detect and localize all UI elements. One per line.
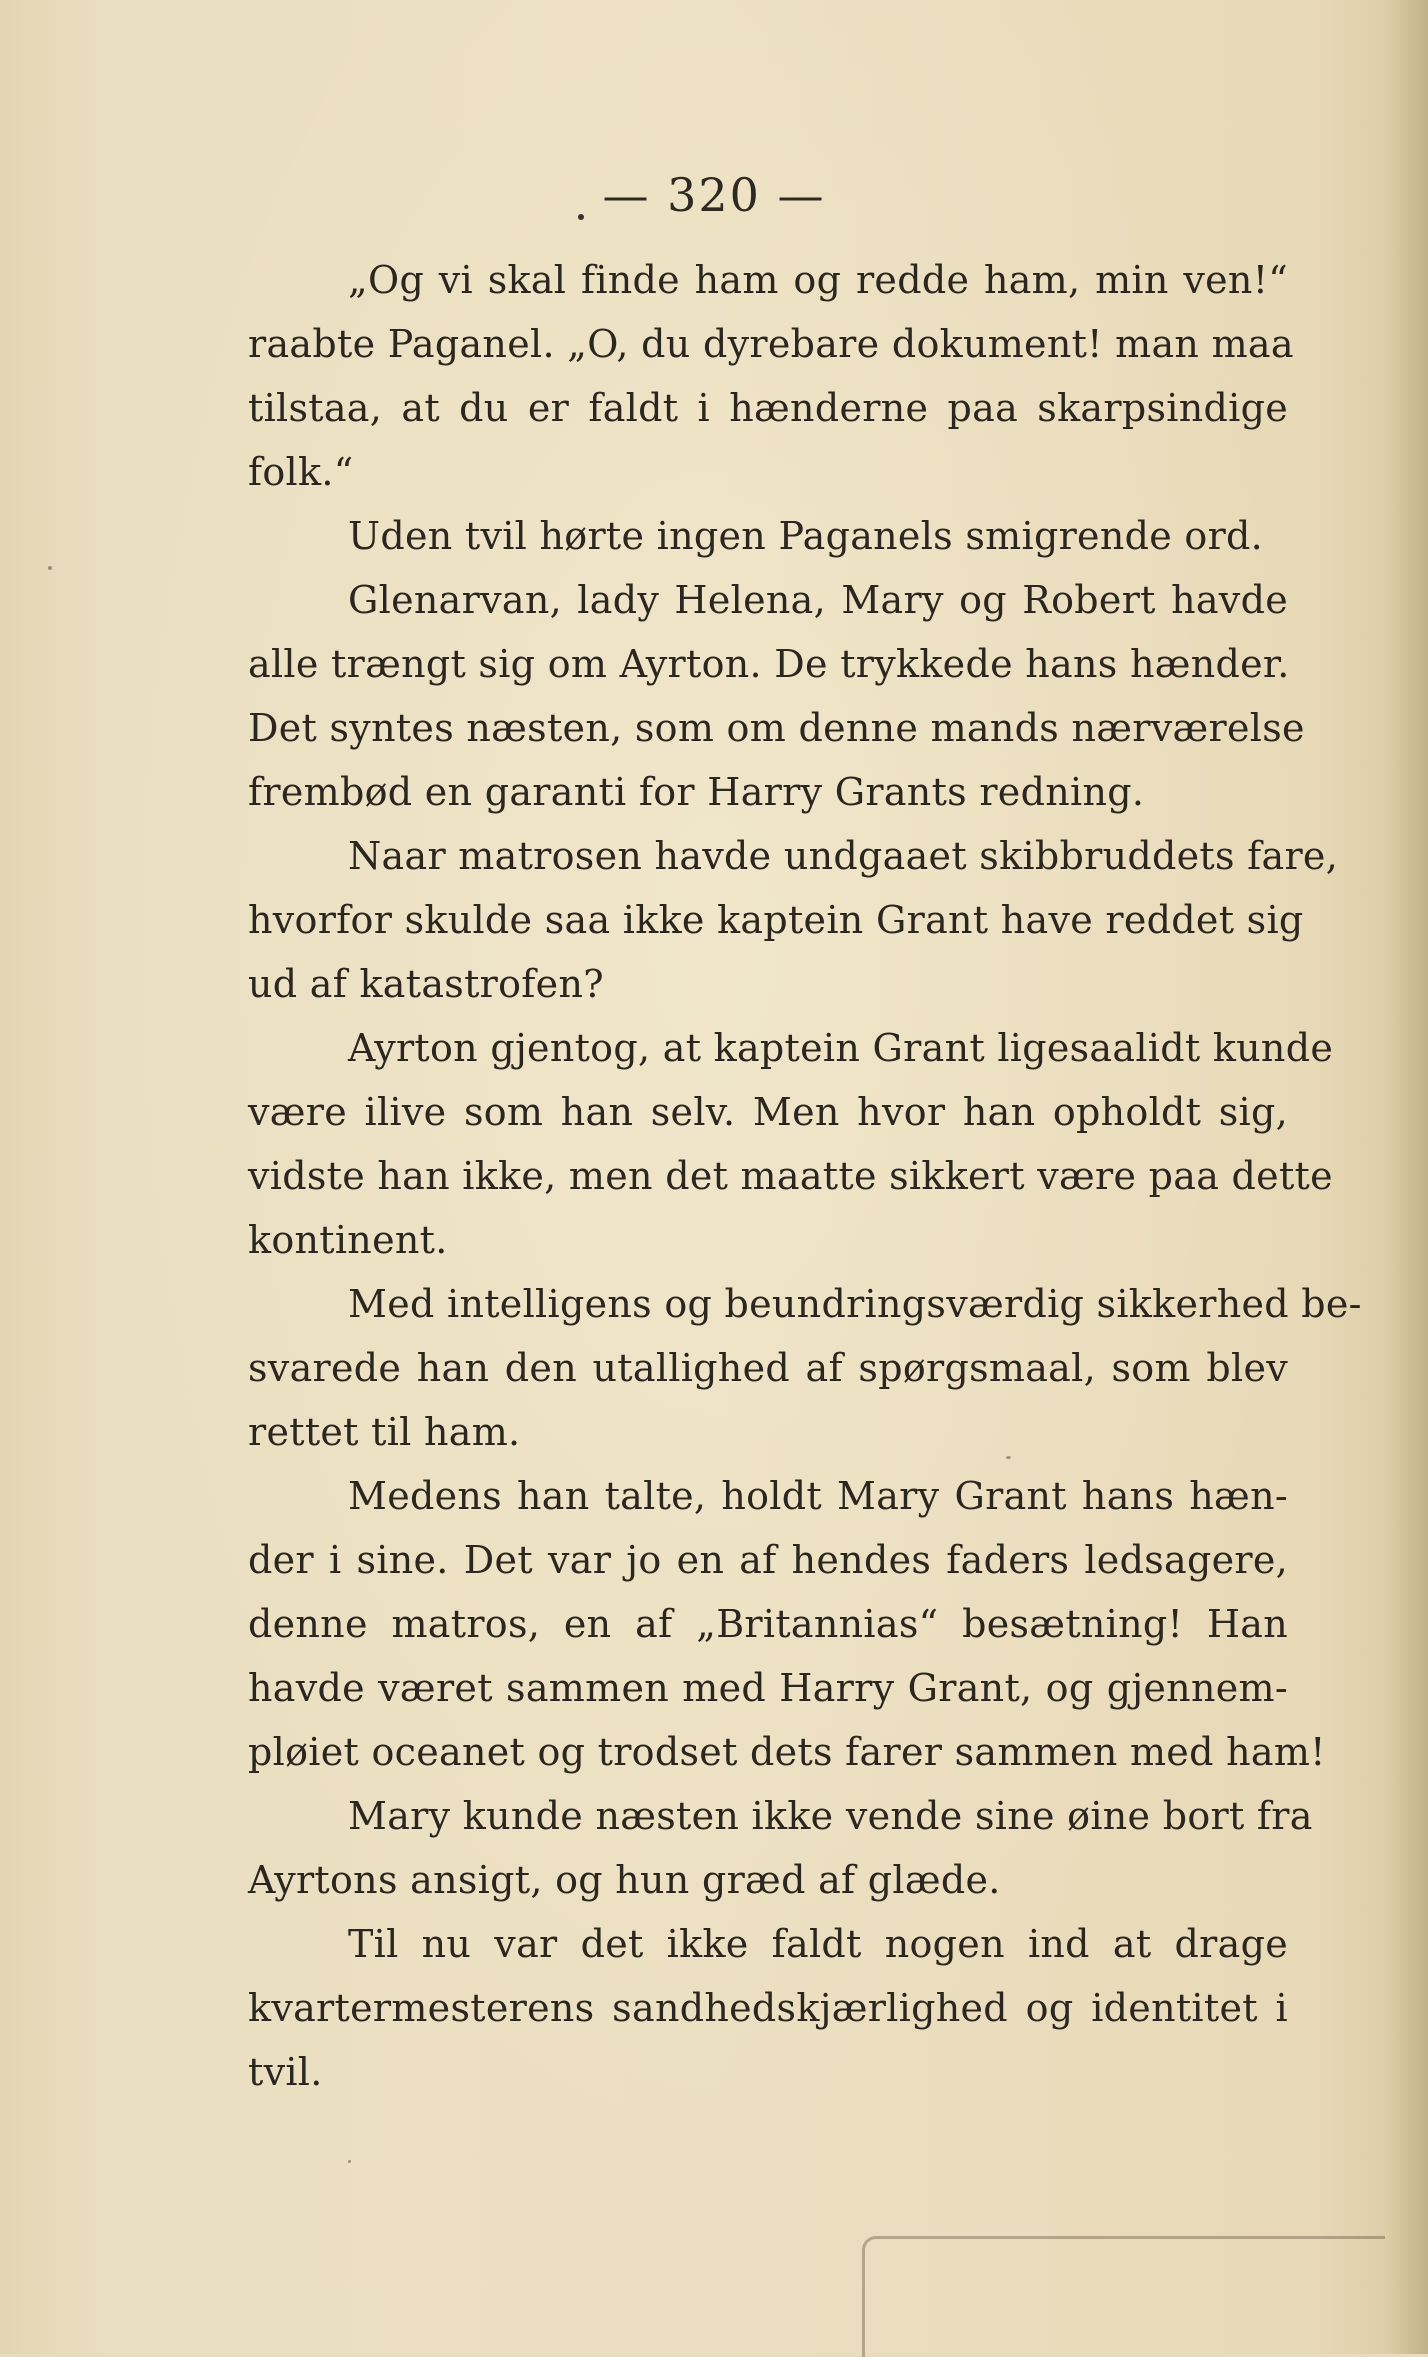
text-line: ud af katastrofen? xyxy=(248,962,604,1006)
text-line: pløiet oceanet og trodset dets farer sammen med ham! xyxy=(248,1730,1326,1774)
text-line: frembød en garanti for Harry Grants redning. xyxy=(248,770,1145,814)
text-line: Glenarvan, lady Helena, Mary og Robert havde xyxy=(348,578,1288,622)
text-line: tilstaa, at du er faldt i hænderne paa skarpsindige xyxy=(248,386,1288,430)
text-line: tvil. xyxy=(248,2050,323,2094)
text-line: raabte Paganel. „O, du dyrebare dokument! man maa xyxy=(248,322,1294,366)
speck xyxy=(1006,1456,1011,1459)
page-edge-shadow xyxy=(1388,0,1428,2354)
text-line: Til nu var det ikke faldt nogen ind at drage xyxy=(348,1922,1288,1966)
text-line: Det syntes næsten, som om denne mands nærværelse xyxy=(248,706,1305,750)
text-line: havde været sammen med Harry Grant, og gjennem- xyxy=(248,1666,1288,1710)
page-number: — 320 — xyxy=(602,168,826,222)
body-text xyxy=(248,248,1362,2104)
text-line: rettet til ham. xyxy=(248,1410,521,1454)
text-line: „Og vi skal finde ham og redde ham, min ven!“ xyxy=(348,258,1288,302)
text-line: alle trængt sig om Ayrton. De trykkede hans hænder. xyxy=(248,642,1290,686)
ink-dot xyxy=(578,214,584,220)
text-line: hvorfor skulde saa ikke kaptein Grant have reddet sig xyxy=(248,898,1304,942)
text-line: denne matros, en af „Britannias“ besætning! Han xyxy=(248,1602,1288,1646)
text-line: vidste han ikke, men det maatte sikkert være paa dette xyxy=(248,1154,1333,1198)
text-line: svarede han den utallighed af spørgsmaal, som blev xyxy=(248,1346,1288,1390)
page-corner-mark xyxy=(862,2236,1385,2357)
speck xyxy=(348,2160,351,2163)
text-line: Medens han talte, holdt Mary Grant hans hæn- xyxy=(348,1474,1288,1518)
text-line: være ilive som han selv. Men hvor han opholdt sig, xyxy=(248,1090,1288,1134)
text-line: kvartermesterens sandhedskjærlighed og identitet i xyxy=(248,1986,1288,2030)
text-line: Mary kunde næsten ikke vende sine øine bort fra xyxy=(348,1794,1313,1838)
text-line: Ayrton gjentog, at kaptein Grant ligesaalidt kunde xyxy=(348,1026,1334,1070)
text-line: Uden tvil hørte ingen Paganels smigrende ord. xyxy=(348,514,1264,558)
text-line: Ayrtons ansigt, og hun græd af glæde. xyxy=(248,1858,1001,1902)
text-line: folk.“ xyxy=(248,450,354,494)
speck xyxy=(48,566,52,570)
text-line: Med intelligens og beundringsværdig sikkerhed be- xyxy=(348,1282,1362,1326)
text-line: der i sine. Det var jo en af hendes faders ledsagere, xyxy=(248,1538,1288,1582)
text-line: kontinent. xyxy=(248,1218,448,1262)
text-line: Naar matrosen havde undgaaet skibbruddets fare, xyxy=(348,834,1339,878)
